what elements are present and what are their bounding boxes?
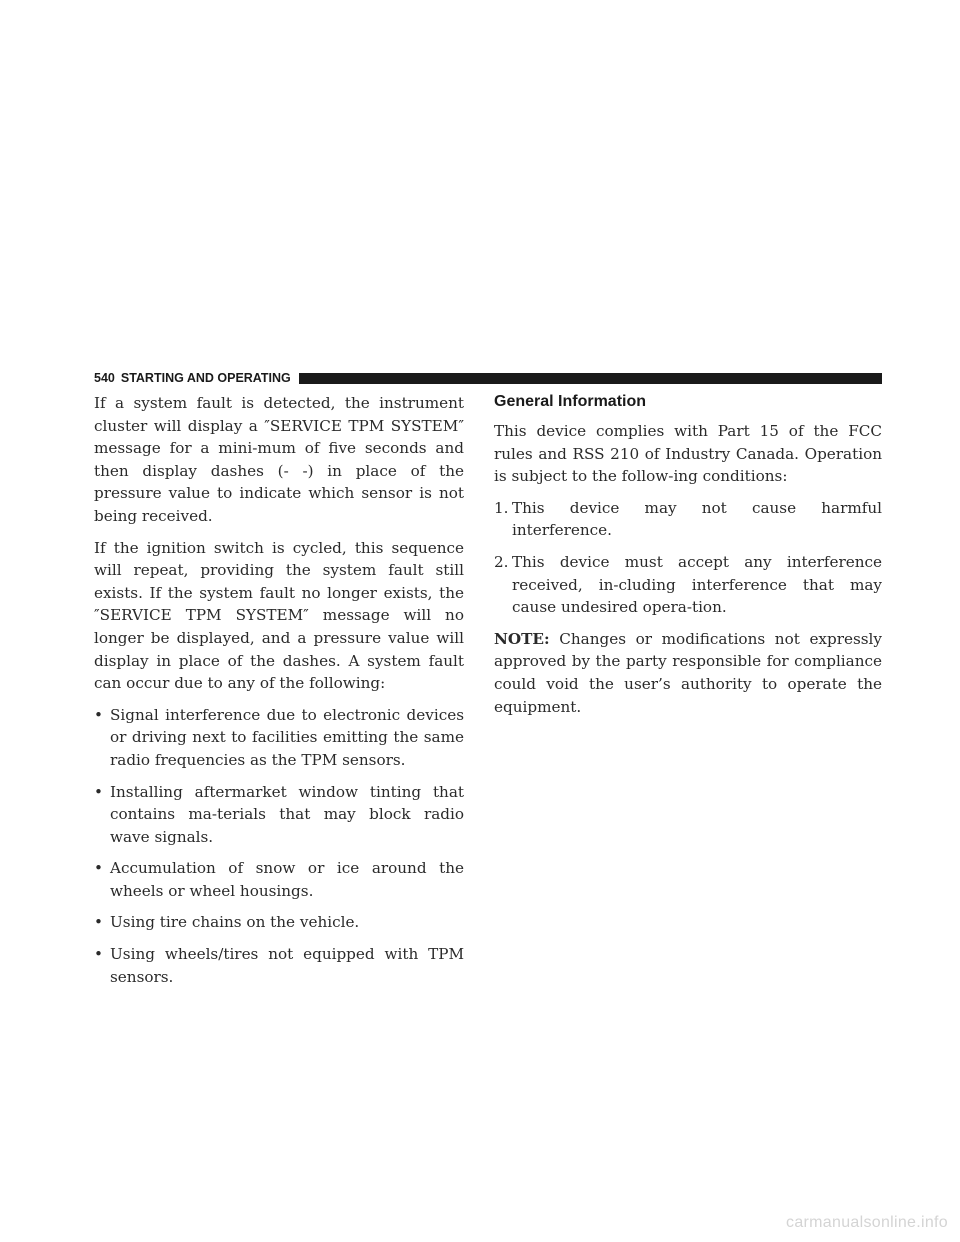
list-item [94,781,464,849]
list-item [94,943,464,988]
bullet-icon: • [94,705,103,724]
section-heading: General Information [494,393,647,410]
list-item-text: Accumulation of snow or ice around the wheels or wheel housings. [110,859,464,900]
list-item-text: Installing aftermarket window tinting that contains ma-terials that may block radio wave signals. [110,782,464,846]
left-column [94,392,464,997]
paragraph-system-fault: If a system fault is detected, the instrument cluster will display a ″SERVICE TPM SYSTEM″ message for a mini-mum of five seconds and then display dashes (- -) in place of the pressure value to indicate which sensor is not being received. [94,394,464,525]
note-label: NOTE: [494,629,550,648]
bullet-icon: • [94,782,103,801]
right-column [494,392,882,727]
list-item [94,857,464,902]
header-rule [299,373,882,384]
paragraph-ignition-cycle: If the ignition switch is cycled, this sequence will repeat, providing the system fault still exists. If the system fault no longer exists, the ″SERVICE TPM SYSTEM″ message will no longer be displayed, and a pressure value will display in place of the dashes. A system fault can occur due to any of the following: [94,538,464,693]
list-item [94,704,464,772]
list-item [494,551,882,619]
page-header [94,370,882,386]
list-item [494,497,882,542]
page-number: 540 [94,371,115,385]
note-text: Changes or modifications not expressly approved by the party responsible for compliance could void the user’s authority to operate the equipment. [494,629,882,716]
paragraph-fcc-intro: This device complies with Part 15 of the FCC rules and RSS 210 of Industry Canada. Operation is subject to the follow-ing conditions: [494,422,882,486]
bullet-icon: • [94,945,103,964]
list-item-number: 1. [494,498,509,517]
list-item-text: This device may not cause harmful interference. [512,498,882,540]
list-item-text: Using tire chains on the vehicle. [110,913,360,932]
watermark: carmanualsonline.info [786,1214,948,1231]
bullet-icon: • [94,913,103,932]
note-paragraph [494,628,882,718]
bullet-icon: • [94,859,103,878]
list-item-text: Signal interference due to electronic devices or driving next to facilities emitting the same radio frequencies as the TPM sensors. [110,705,464,769]
list-item [94,911,464,934]
list-item-text: This device must accept any interference received, in-cluding interference that may cause undesired opera-tion. [512,552,882,617]
list-item-text: Using wheels/tires not equipped with TPM sensors. [110,945,464,986]
list-item-number: 2. [494,552,509,571]
section-title: STARTING AND OPERATING [120,371,291,385]
